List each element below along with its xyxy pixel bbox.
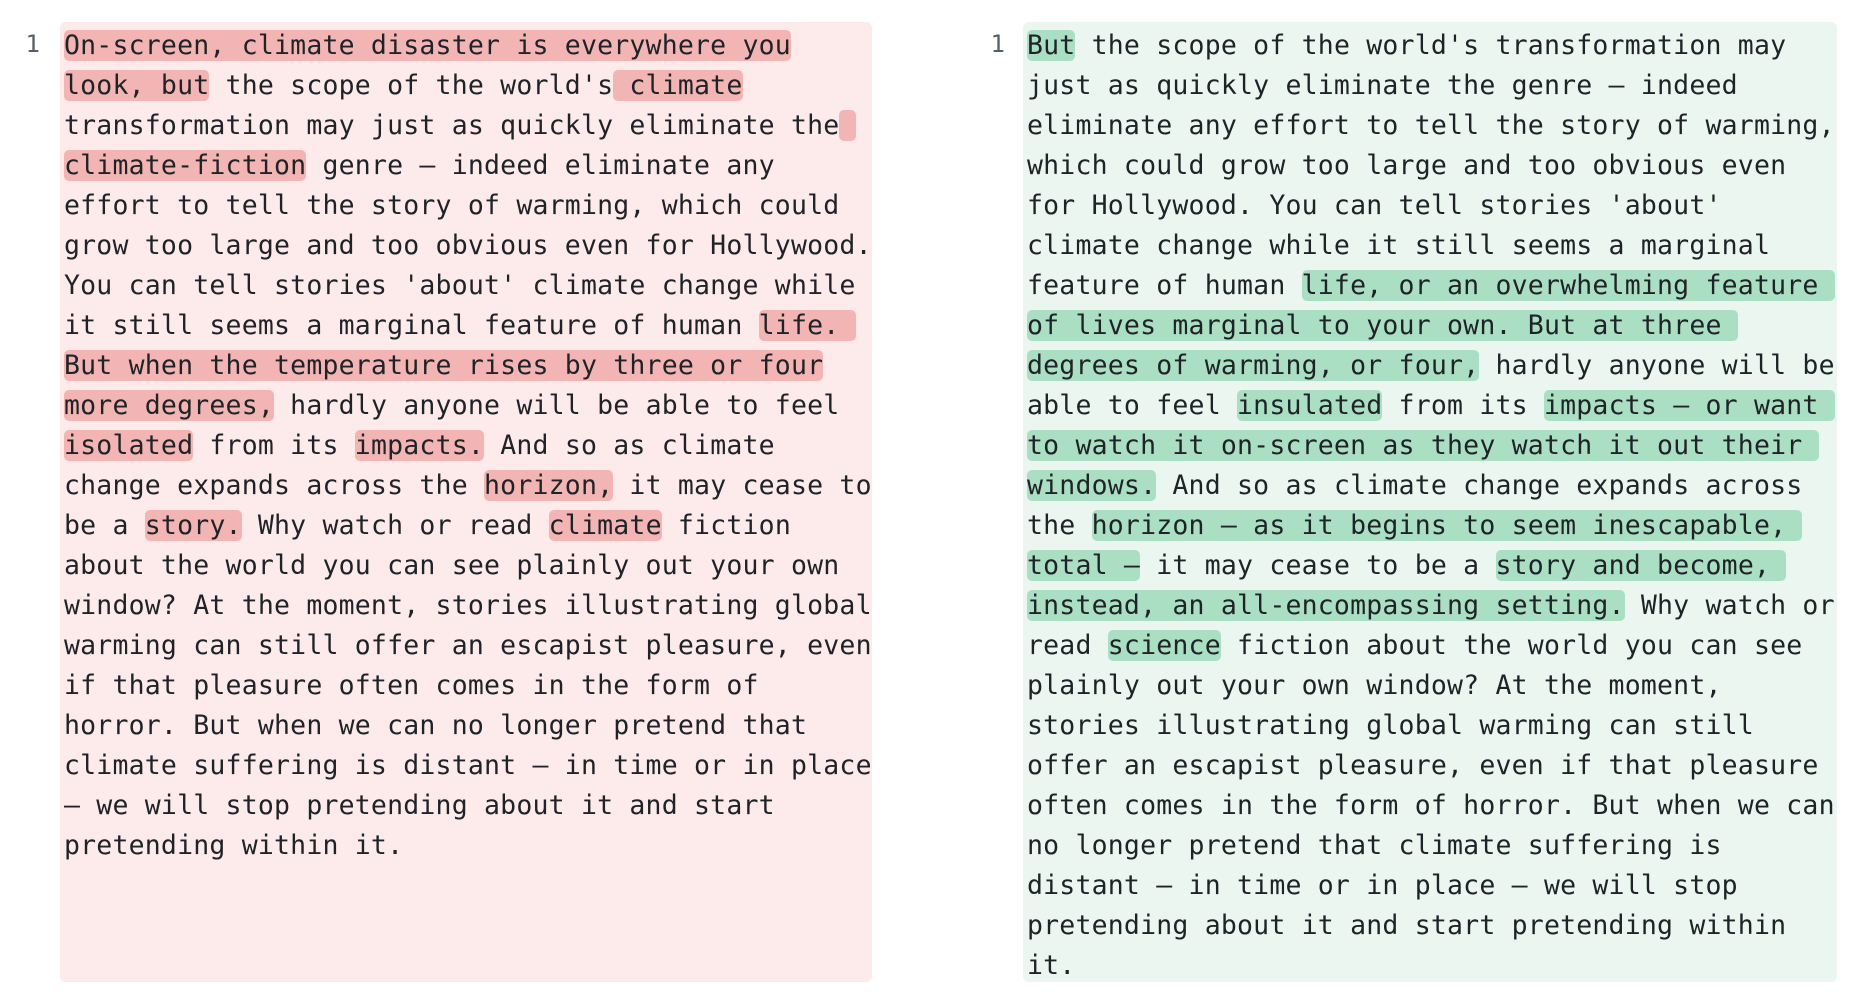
removed-text-highlight: isolated xyxy=(64,430,194,461)
diff-text-line xyxy=(64,226,872,266)
unchanged-text: fiction about the world you can see xyxy=(1220,630,1803,661)
diff-text-line xyxy=(64,546,866,586)
unchanged-text: stories illustrating global warming can still xyxy=(1027,710,1754,741)
unchanged-text: change expands across the xyxy=(64,470,485,501)
unchanged-text: window? At the moment, stories illustrating global xyxy=(64,590,872,621)
unchanged-text: horror. But when we can no longer pretend that xyxy=(64,710,808,741)
added-text-highlight: story and become, xyxy=(1495,550,1787,581)
unchanged-text: And so as climate change expands across xyxy=(1156,470,1803,501)
diff-text-line xyxy=(64,786,866,826)
removed-text-highlight: climate xyxy=(548,510,662,541)
unchanged-text: able to feel xyxy=(1027,390,1238,421)
diff-text-line xyxy=(1027,546,1831,586)
diff-text-line xyxy=(1027,26,1831,66)
added-text-highlight: instead, an all-encompassing setting. xyxy=(1027,590,1625,621)
diff-text-line xyxy=(1027,946,1831,986)
diff-text-line xyxy=(64,826,866,866)
unchanged-text: climate change while it still seems a marginal xyxy=(1027,230,1771,261)
unchanged-text: genre — indeed eliminate any xyxy=(306,150,775,181)
diff-text-line xyxy=(64,506,866,546)
line-number: 1 xyxy=(990,30,1005,58)
unchanged-text: Why watch or xyxy=(1624,590,1835,621)
removed-text-highlight: impacts. xyxy=(354,430,485,461)
unchanged-text: effort to tell the story of warming, which could xyxy=(64,190,840,221)
unchanged-text: for Hollywood. You can tell stories 'about' xyxy=(1027,190,1722,221)
diff-text-line xyxy=(64,586,872,626)
diff-text-line xyxy=(1027,66,1831,106)
diff-text-line xyxy=(64,346,866,386)
unchanged-text: Why watch or read xyxy=(241,510,549,541)
unchanged-text: You can tell stories 'about' climate change while xyxy=(64,270,856,301)
unchanged-text: no longer pretend that climate suffering is xyxy=(1027,830,1722,861)
unchanged-text: about the world you can see plainly out your own xyxy=(64,550,840,581)
removed-text-highlight: more degrees, xyxy=(64,390,275,421)
removed-text-highlight: life. xyxy=(758,310,856,341)
removed-text-block xyxy=(60,22,872,982)
diff-text-line xyxy=(1027,386,1835,426)
diff-text-line xyxy=(1027,706,1831,746)
added-text-highlight: total — xyxy=(1027,550,1141,581)
diff-text-line xyxy=(64,426,866,466)
added-text-highlight: degrees of warming, or four, xyxy=(1027,350,1480,381)
added-text-highlight: But xyxy=(1027,30,1076,61)
unchanged-text: transformation may just as quickly eliminate the xyxy=(64,110,840,141)
added-text-highlight: horizon — as it begins to seem inescapable, xyxy=(1091,510,1803,541)
diff-text-line xyxy=(64,666,866,706)
unchanged-text: pretending within it. xyxy=(64,830,404,861)
added-text-highlight: of lives marginal to your own. But at three xyxy=(1027,310,1738,341)
added-text-highlight: to watch it on-screen as they watch it out their xyxy=(1027,430,1819,461)
diff-pane-revised xyxy=(965,0,1856,1002)
diff-text-line xyxy=(1027,226,1831,266)
diff-text-line xyxy=(1027,186,1831,226)
diff-text-line xyxy=(1027,586,1835,626)
removed-text-highlight: climate-fiction xyxy=(64,150,307,181)
diff-text-line xyxy=(1027,866,1831,906)
unchanged-text: plainly out your own window? At the moment, xyxy=(1027,670,1722,701)
added-text-highlight: science xyxy=(1107,630,1221,661)
unchanged-text: eliminate any effort to tell the story of warming, xyxy=(1027,110,1835,141)
removed-text-highlight: climate xyxy=(613,70,743,101)
unchanged-text: it may cease to be a xyxy=(1140,550,1496,581)
added-text-highlight: insulated xyxy=(1237,390,1383,421)
diff-text-line xyxy=(1027,746,1831,786)
added-text-highlight: impacts — or want xyxy=(1543,390,1835,421)
unchanged-text: feature of human xyxy=(1027,270,1302,301)
unchanged-text: fiction xyxy=(661,510,791,541)
unchanged-text: grow too large and too obvious even for Hollywood. xyxy=(64,230,872,261)
added-text-highlight: windows. xyxy=(1027,470,1157,501)
diff-text-line xyxy=(1027,786,1835,826)
unchanged-text: — we will stop pretending about it and start xyxy=(64,790,775,821)
diff-text-line xyxy=(1027,906,1831,946)
diff-text-line xyxy=(1027,346,1835,386)
added-text-highlight: life, or an overwhelming feature xyxy=(1301,270,1835,301)
unchanged-text: it still seems a marginal feature of human xyxy=(64,310,759,341)
diff-text-line xyxy=(64,706,866,746)
unchanged-text: climate suffering is distant — in time or in place xyxy=(64,750,872,781)
diff-text-line xyxy=(64,626,872,666)
unchanged-text: if that pleasure often comes in the form of xyxy=(64,670,759,701)
removed-text-highlight: look, but xyxy=(64,70,210,101)
removed-text-highlight xyxy=(839,110,855,141)
diff-pane-original xyxy=(0,0,890,1002)
diff-text-line xyxy=(1027,506,1831,546)
unchanged-text: from its xyxy=(1382,390,1544,421)
diff-text-line xyxy=(1027,466,1831,506)
diff-text-line xyxy=(1027,626,1831,666)
unchanged-text: often comes in the form of horror. But when we can xyxy=(1027,790,1835,821)
unchanged-text: just as quickly eliminate the genre — indeed xyxy=(1027,70,1738,101)
diff-text-line xyxy=(64,266,866,306)
unchanged-text: be a xyxy=(64,510,145,541)
unchanged-text: hardly anyone will be xyxy=(1479,350,1835,381)
diff-text-line xyxy=(1027,826,1831,866)
removed-text-highlight: On-screen, climate disaster is everywhere you xyxy=(64,30,791,61)
diff-text-line xyxy=(1027,266,1835,306)
diff-text-line xyxy=(64,746,872,786)
unchanged-text: hardly anyone will be able to feel xyxy=(274,390,840,421)
unchanged-text: the scope of the world's transformation may xyxy=(1075,30,1787,61)
diff-text-line xyxy=(64,26,866,66)
removed-text-highlight: horizon, xyxy=(484,470,614,501)
diff-text-line xyxy=(1027,666,1831,706)
unchanged-text: warming can still offer an escapist pleasure, even xyxy=(64,630,872,661)
added-text-block xyxy=(1023,22,1837,982)
removed-text-highlight: story. xyxy=(144,510,242,541)
diff-text-line xyxy=(64,186,866,226)
unchanged-text: distant — in time or in place — we will stop xyxy=(1027,870,1738,901)
unchanged-text: read xyxy=(1027,630,1108,661)
diff-text-line xyxy=(64,306,866,346)
line-number: 1 xyxy=(25,30,40,58)
unchanged-text: the xyxy=(1027,510,1092,541)
diff-text-line xyxy=(64,66,866,106)
diff-text-line xyxy=(64,466,872,506)
unchanged-text: it. xyxy=(1027,950,1076,981)
unchanged-text: from its xyxy=(193,430,355,461)
diff-text-line xyxy=(1027,106,1835,146)
unchanged-text: offer an escapist pleasure, even if that pleasure xyxy=(1027,750,1819,781)
unchanged-text: which could grow too large and too obvious even xyxy=(1027,150,1787,181)
diff-text-line xyxy=(64,146,866,186)
diff-text-line xyxy=(64,386,866,426)
diff-text-line xyxy=(1027,146,1831,186)
unchanged-text: pretending about it and start pretending within xyxy=(1027,910,1787,941)
diff-text-line xyxy=(1027,306,1831,346)
unchanged-text: it may cease to xyxy=(613,470,872,501)
diff-text-line xyxy=(1027,426,1831,466)
unchanged-text: the scope of the world's xyxy=(209,70,614,101)
removed-text-highlight: But when the temperature rises by three or four xyxy=(64,350,824,381)
unchanged-text: And so as climate xyxy=(484,430,775,461)
diff-text-line xyxy=(64,106,866,146)
